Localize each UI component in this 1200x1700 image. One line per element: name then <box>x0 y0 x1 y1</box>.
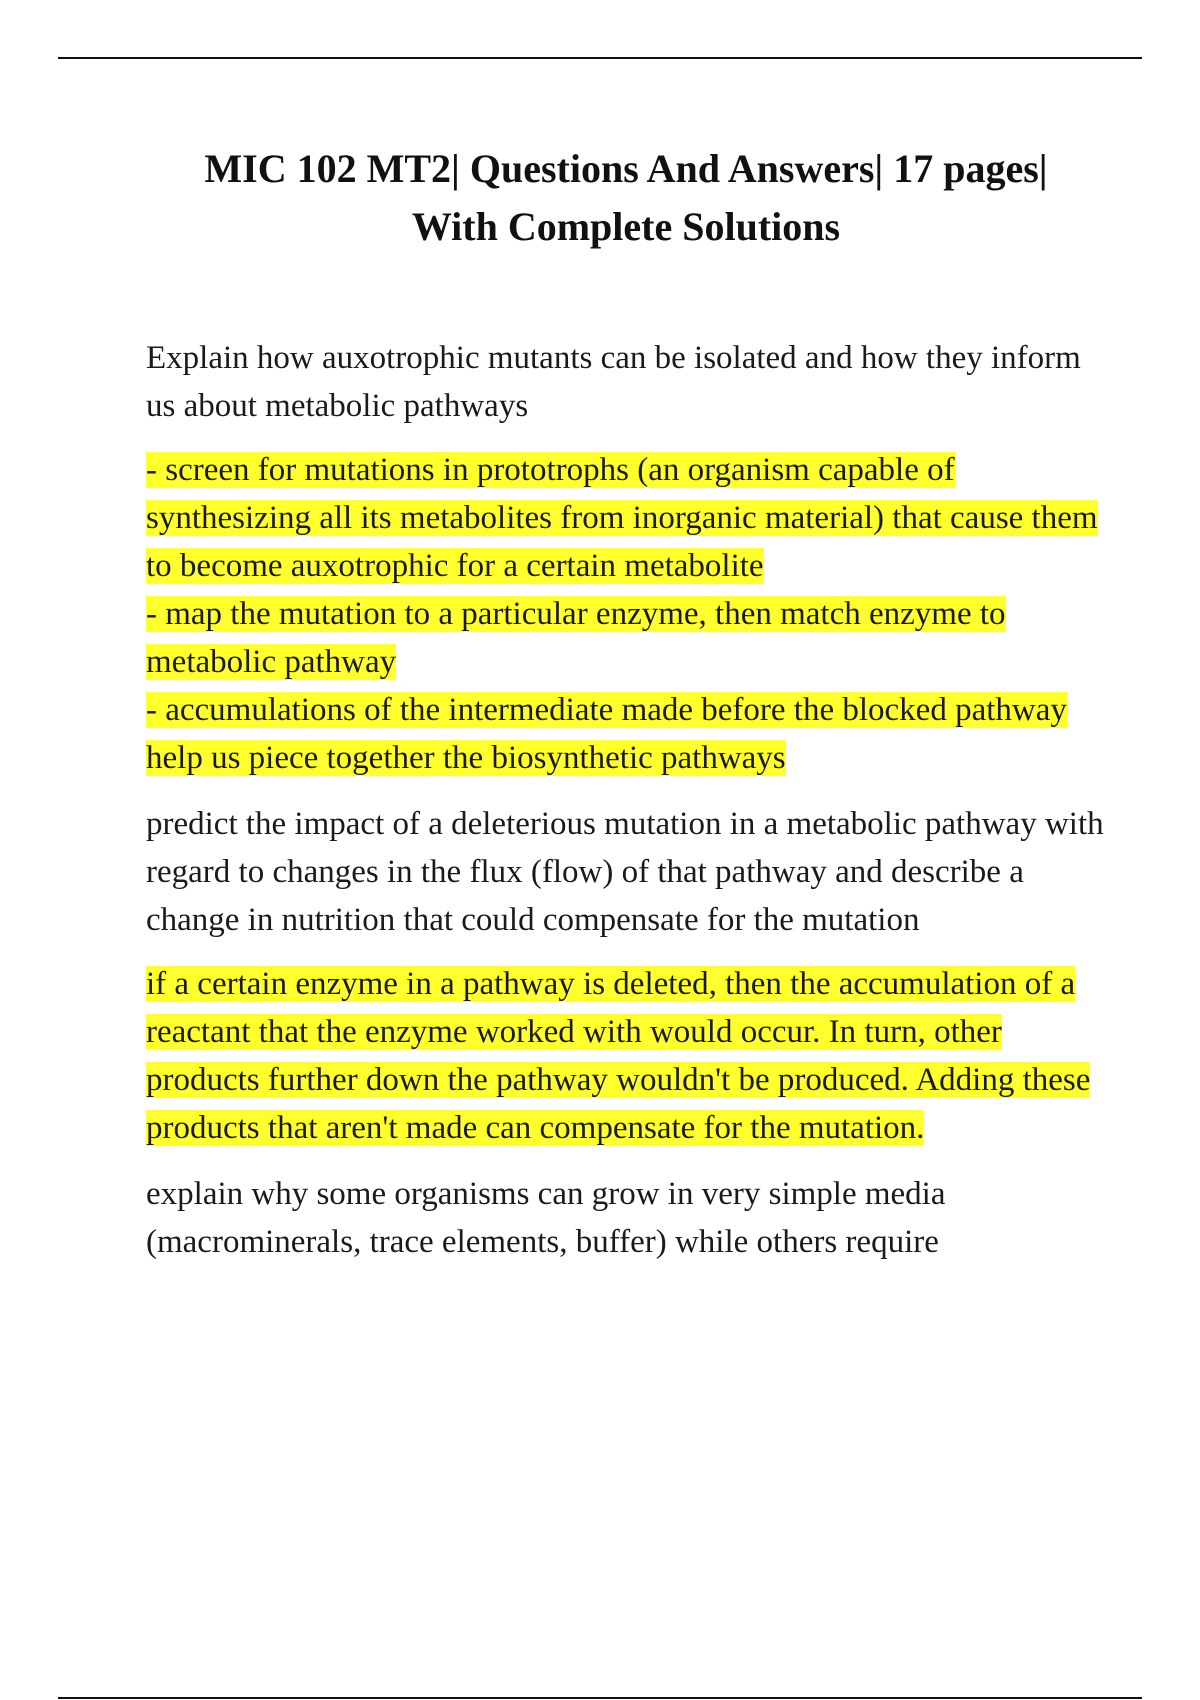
answer-line <box>146 686 1106 782</box>
answer-text <box>146 960 1106 1152</box>
title-line-2: With Complete Solutions <box>411 204 841 249</box>
document-title <box>146 140 1106 256</box>
answer-text <box>146 446 1106 782</box>
highlighted-text: - map the mutation to a particular enzyme, then match enzyme to metabolic pathway <box>146 596 1006 680</box>
qa-item-2 <box>146 800 1106 1152</box>
bottom-divider <box>58 1697 1142 1699</box>
question-text: Explain how auxotrophic mutants can be isolated and how they inform us about metabolic pathways <box>146 340 1081 424</box>
qa-item-3 <box>146 1170 1106 1266</box>
document-page <box>146 140 1106 1282</box>
highlighted-text: - screen for mutations in prototrophs (an organism capable of synthesizing all its metabolites from inorganic material) that cause them to become auxotrophic for a certain metabolite <box>146 452 1098 584</box>
answer-line <box>146 446 1106 590</box>
answer-line <box>146 590 1106 686</box>
highlighted-text: - accumulations of the intermediate made before the blocked pathway help us piece together the biosynthetic pathways <box>146 692 1067 776</box>
qa-item-1 <box>146 334 1106 782</box>
qa-list <box>146 334 1106 1266</box>
highlighted-text: if a certain enzyme in a pathway is deleted, then the accumulation of a reactant that the enzyme worked with would occur. In turn, other products further down the pathway wouldn't be produced. Adding these products that aren't made can compensate for the mutation. <box>146 966 1091 1146</box>
question-text: explain why some organisms can grow in very simple media (macrominerals, trace elements, buffer) while others require <box>146 1176 946 1260</box>
top-divider <box>58 57 1142 59</box>
answer-line <box>146 960 1106 1152</box>
question-text: predict the impact of a deleterious mutation in a metabolic pathway with regard to changes in the flux (flow) of that pathway and describe a change in nutrition that could compensate for the mutation <box>146 806 1104 938</box>
title-line-1: MIC 102 MT2| Questions And Answers| 17 pages| <box>204 146 1048 191</box>
